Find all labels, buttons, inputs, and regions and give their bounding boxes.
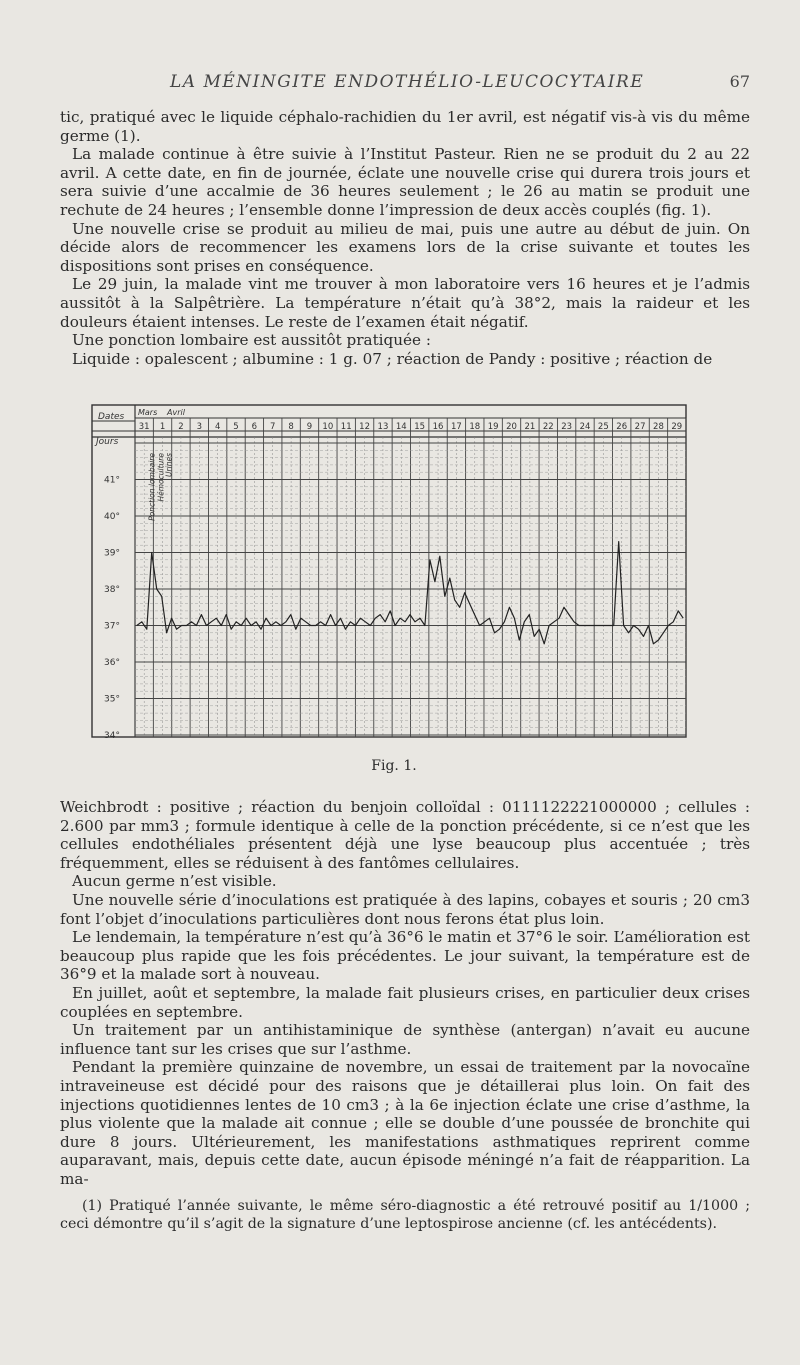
date-tick-label: 31 bbox=[138, 422, 150, 432]
paragraph: Weichbrodt : positive ; réaction du benjoin colloïdal : 0111122221000000 ; cellules : 2.600 par mm3 ; formule identique à celle de la ponction précédente, si ce n’est que les cellules endothéliales présentent déjà une lyse beaucoup plus accentuée ; très fréquemment, elles se réduisent à des fantômes cellulaires. bbox=[60, 798, 750, 872]
page-number: 67 bbox=[729, 72, 750, 91]
y-tick-label: 40° bbox=[104, 512, 120, 522]
date-tick-label: 2 bbox=[178, 422, 184, 432]
y-tick-label: 39° bbox=[104, 548, 120, 559]
y-tick-label: 38° bbox=[104, 585, 120, 595]
footnote: (1) Pratiqué l’année suivante, le même séro-diagnostic a été retrouvé positif au 1/1000 ; ceci démontre qu’il s’agit de la signature d’une leptospirose ancienne (cf. les antécédents). bbox=[60, 1198, 750, 1232]
date-tick-label: 21 bbox=[524, 422, 536, 432]
date-tick-label: 26 bbox=[616, 422, 628, 432]
page-header bbox=[60, 72, 750, 96]
paragraph: Le 29 juin, la malade vint me trouver à mon laboratoire vers 16 heures et je l’admis aussitôt à la Salpêtrière. La température n’était qu’à 38°2, mais la raideur et les douleurs étaient intenses. Le reste de l’examen était négatif. bbox=[60, 275, 750, 331]
chart-annotation: Hémoculture bbox=[156, 453, 166, 502]
date-tick-label: 13 bbox=[377, 422, 389, 432]
month-label: Avril bbox=[167, 408, 185, 417]
date-tick-label: 20 bbox=[506, 422, 517, 432]
date-tick-label: 15 bbox=[414, 422, 426, 432]
date-tick-label: 24 bbox=[579, 422, 591, 432]
date-tick-label: 23 bbox=[561, 422, 573, 432]
date-tick-label: 4 bbox=[214, 422, 221, 432]
row-label-dates: Dates bbox=[98, 412, 125, 422]
figure-caption-text: Fig. 1. bbox=[371, 758, 417, 774]
date-tick-label: 29 bbox=[671, 422, 683, 432]
paragraph: Aucun germe n’est visible. bbox=[72, 872, 277, 891]
date-tick-label: 16 bbox=[432, 422, 444, 432]
date-tick-label: 9 bbox=[306, 422, 313, 432]
paragraph: Une nouvelle série d’inoculations est pratiquée à des lapins, cobayes et souris ; 20 cm3 font l’objet d’inoculations particulières dont nous ferons état plus loin. bbox=[60, 890, 750, 928]
body-text-top bbox=[60, 108, 750, 368]
y-tick-label: 35° bbox=[104, 694, 120, 705]
y-tick-label: 36° bbox=[104, 658, 120, 668]
date-tick-label: 22 bbox=[542, 422, 554, 432]
temperature-line bbox=[137, 542, 683, 644]
running-title: LA MÉNINGITE ENDOTHÉLIO-LEUCOCYTAIRE bbox=[170, 72, 645, 92]
date-tick-label: 18 bbox=[469, 422, 481, 432]
date-tick-label: 28 bbox=[653, 422, 664, 432]
row-label-jours: Jours bbox=[96, 437, 119, 447]
month-label: Mars bbox=[138, 408, 158, 417]
date-tick-label: 11 bbox=[340, 422, 352, 432]
y-tick-label: 37° bbox=[104, 621, 120, 632]
chart-annotation: Urines bbox=[164, 453, 174, 477]
date-tick-label: 5 bbox=[233, 422, 239, 432]
paragraph: Une nouvelle crise se produit au milieu de mai, puis une autre au début de juin. On décide alors de recommencer les examens lors de la crise suivante et toutes les dispositions sont prises en conséquence. bbox=[60, 219, 750, 275]
chart-curve bbox=[137, 542, 683, 644]
date-tick-label: 12 bbox=[359, 422, 370, 432]
chart-annotation: Ponction lombaire bbox=[147, 453, 157, 521]
date-tick-label: 25 bbox=[597, 422, 609, 432]
date-tick-label: 7 bbox=[270, 422, 276, 432]
figure-caption bbox=[0, 758, 800, 774]
y-tick-label: 34° bbox=[104, 731, 120, 741]
paragraph: Le lendemain, la température n’est qu’à 36°6 le matin et 37°6 le soir. L’amélioration est beaucoup plus rapide que les fois précédentes. Le jour suivant, la température est de 36°9 et la malade sort à nouveau. bbox=[60, 928, 750, 984]
paragraph: tic, pratiqué avec le liquide céphalo-rachidien du 1er avril, est négatif vis-à vis du même germe (1). bbox=[60, 108, 750, 145]
paragraph: Pendant la première quinzaine de novembre, un essai de traitement par la novocaïne intraveineuse est décidé pour des raisons que je détaillerai plus loin. On fait des injections quotidiennes lentes de 10 cm3 ; à la 6e injection éclate une crise d’asthme, la plus violente que la malade ait connue ; elle se double d’une poussée de bronchite qui dure 8 jours. Ultérieurement, les manifestations asthmatiques reprirent comme auparavant, mais, depuis cette date, aucun épisode méningé n’a fait de réapparition. La ma- bbox=[60, 1058, 750, 1188]
date-tick-label: 27 bbox=[634, 422, 646, 432]
paragraph: Liquide : opalescent ; albumine : 1 g. 07 ; réaction de Pandy : positive ; réaction de bbox=[72, 349, 713, 368]
date-tick-label: 17 bbox=[451, 422, 462, 432]
paragraph: En juillet, août et septembre, la malade fait plusieurs crises, en particulier deux crises couplées en septembre. bbox=[60, 983, 750, 1021]
chart-grid bbox=[92, 405, 686, 737]
date-tick-label: 3 bbox=[196, 422, 202, 432]
y-tick-label: 41° bbox=[104, 475, 120, 486]
date-tick-label: 1 bbox=[159, 422, 166, 432]
date-tick-label: 10 bbox=[322, 422, 334, 432]
footnotes bbox=[60, 1198, 750, 1233]
paragraph: Un traitement par un antihistaminique de synthèse (antergan) n’avait eu aucune influence tant sur les crises que sur l’asthme. bbox=[60, 1021, 750, 1058]
paragraph: Une ponction lombaire est aussitôt pratiquée : bbox=[72, 331, 431, 350]
temperature-chart bbox=[88, 395, 693, 745]
paragraph: La malade continue à être suivie à l’Institut Pasteur. Rien ne se produit du 2 au 22 avril. A cette date, en fin de journée, éclate une nouvelle crise qui durera trois jours et sera suivie d’une accalmie de 36 heures seulement ; le 26 au matin se produit une rechute de 24 heures ; l’ensemble donne l’impression de deux accès couplés (fig. 1). bbox=[60, 145, 750, 219]
body-text-bottom bbox=[60, 798, 750, 1188]
date-tick-label: 6 bbox=[251, 422, 258, 432]
date-tick-label: 8 bbox=[288, 422, 294, 432]
date-tick-label: 14 bbox=[395, 422, 407, 432]
date-tick-label: 19 bbox=[487, 422, 499, 432]
